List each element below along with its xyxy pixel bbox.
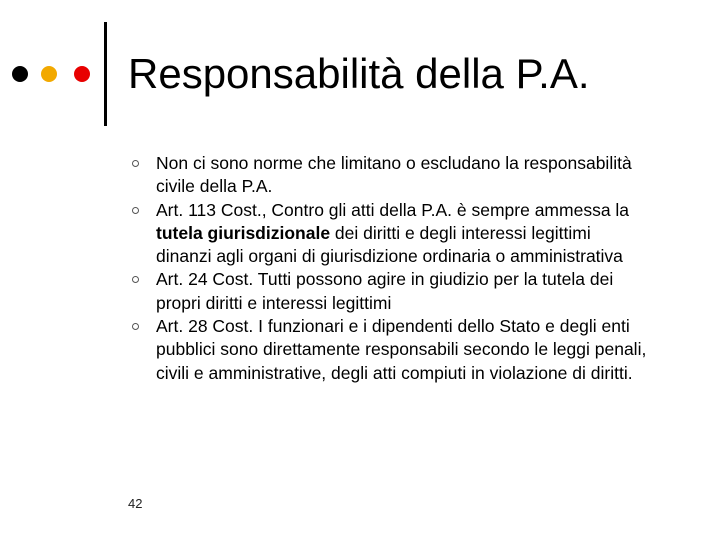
bullet-bold-text: tutela giurisdizionale	[156, 222, 331, 243]
bullet-circle-icon	[132, 160, 139, 167]
bullet-text: Art. 24 Cost. Tutti possono agire in giudizio per la tutela dei propri diritti e interessi legittimi	[156, 269, 614, 313]
bullet-item	[128, 315, 648, 385]
bullet-item	[128, 199, 648, 269]
bullet-item	[128, 152, 648, 199]
bullet-text: Non ci sono norme che limitano o escludano la responsabilità civile della P.A.	[156, 153, 632, 197]
bullet-circle-icon	[132, 207, 139, 214]
slide-title: Responsabilità della P.A.	[128, 50, 590, 97]
bullet-item	[128, 268, 648, 315]
bullet-list	[128, 152, 648, 385]
bullet-text: Art. 28 Cost. I funzionari e i dipendenti dello Stato e degli enti pubblici sono direttamente responsabili secondo le leggi penali, civili e amministrative, degli atti compiuti in violazione di diritti.	[156, 316, 647, 383]
decorative-orange-dot	[41, 66, 57, 82]
title-divider-line	[104, 22, 107, 126]
decorative-red-dot	[74, 66, 90, 82]
bullet-text: dei diritti e degli interessi legittimi dinanzi agli organi di giurisdizione ordinaria o amministrativa	[156, 222, 623, 267]
bullet-circle-icon	[132, 276, 139, 283]
bullet-text: Art. 113 Cost., Contro gli atti della P.A. è sempre ammessa la	[156, 199, 630, 220]
decorative-black-dot	[12, 66, 28, 82]
page-number: 42	[128, 496, 143, 511]
bullet-circle-icon	[132, 323, 139, 330]
